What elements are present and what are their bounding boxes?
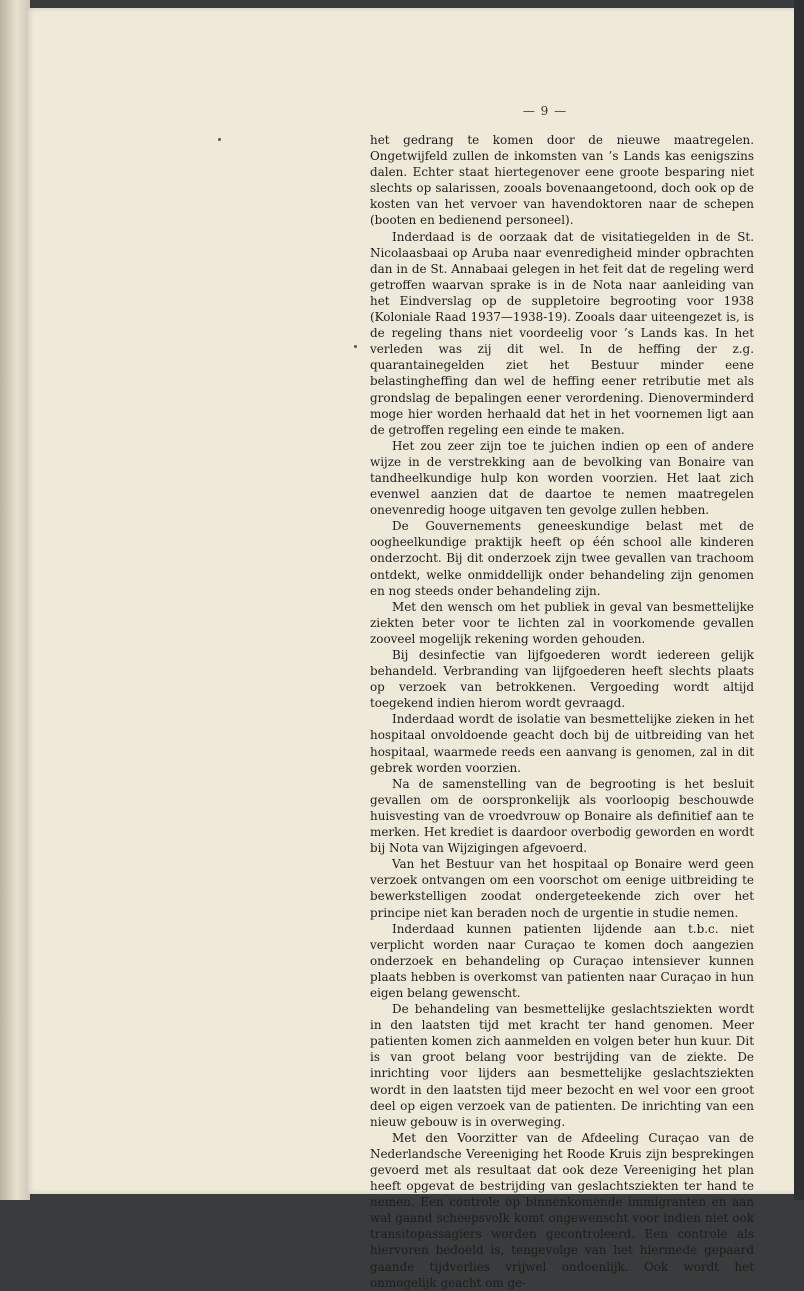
ink-speck [354, 345, 357, 348]
page-number: — 9 — [522, 104, 568, 118]
paragraph: De Gouvernements geneeskundige belast met de oogheelkundige praktijk heeft op één school alle kinderen onderzocht. Bij dit onderzoek zijn twee gevallen van trachoom ontdekt, welke onmiddellijk onder behandeling zijn genomen en nog steeds onder behandeling zijn. [370, 519, 754, 598]
paragraph: Inderdaad is de oorzaak dat de visitatiegelden in de St. Nicolaasbaai op Aruba naar evenredigheid minder opbrachten dan in de St. Annabaai gelegen in het feit dat de regeling werd getroffen waarvan sprake is in de Nota naar aanleiding van het Eindverslag op de suppletoire begrooting voor 1938 (Koloniale Raad 1937—1938-19). Zooals daar uiteengezet is, is de regeling thans niet voordeelig voor ’s Lands kas. In het verleden was zij dit wel. In de heffing der z.g. quarantainegelden ziet het Bestuur minder eene belastingheffing dan wel de heffing eener retributie met als grondslag de bepalingen eener verordening. Dienoverminderd moge hier worden herhaald dat het in het voornemen ligt aan de getroffen regeling een einde te maken. [370, 229, 754, 437]
paragraph: Het zou zeer zijn toe te juichen indien op een of andere wijze in de verstrekking aan de bevolking van Bonaire van tandheelkundige hulp kon worden voorzien. Het laat zich evenwel aanzien dat de daartoe te nemen maatregelen onevenredig hooge uitgaven ten gevolge zullen hebben. [370, 438, 754, 518]
paragraph: Bij desinfectie van lijfgoederen wordt iedereen gelijk behandeld. Verbranding van lijfgoederen heeft slechts plaats op verzoek van betrokkenen. Vergoeding wordt altijd toegekend indien hierom wordt gevraagd. [370, 648, 754, 711]
paragraph: Van het Bestuur van het hospitaal op Bonaire werd geen verzoek ontvangen om een voorschot om eenige uitbreiding te bewerkstelligen zoodat ondergeteekende zich over het principe niet kan beraden noch de urgentie in studie nemen. [370, 857, 754, 920]
ink-speck [218, 138, 221, 141]
body-text [370, 132, 754, 1291]
paragraph: De behandeling van besmettelijke geslachtsziekten wordt in den laatsten tijd met kracht ter hand genomen. Meer patienten komen zich aanmelden en volgen beter hun kuur. Dit is van groot belang voor bestrijding van de ziekte. De inrichting voor lijders aan besmettelijke geslachtsziekten wordt in den laatsten tijd meer bezocht en wel voor een groot deel op eigen verzoek van de patienten. De inrichting van een nieuw gebouw is in overweging. [370, 1002, 754, 1129]
paragraph: Inderdaad kunnen patienten lijdende aan t.b.c. niet verplicht worden naar Curaçao te komen doch aangezien onderzoek en behandeling op Curaçao intensiever kunnen plaats hebben is overkomst van patienten naar Curaçao in hun eigen belang gewenscht. [370, 921, 754, 1000]
paragraph: Inderdaad wordt de isolatie van besmettelijke zieken in het hospitaal onvoldoende geacht doch bij de uitbreiding van het hospitaal, waarmede reeds een aanvang is genomen, zal in dit gebrek worden voorzien. [370, 712, 754, 775]
paragraph: Met den Voorzitter van de Afdeeling Curaçao van de Nederlandsche Vereeniging het Roode Kruis zijn besprekingen gevoerd met als resultaat dat ook deze Vereeniging het plan heeft opgevat de bestrijding van geslachtsziekten ter hand te nemen. Een controle op binnenkomende immigranten en aan wal gaand scheepsvolk komt ongewenscht voor indien niet ook transitopassagiers worden gecontroleerd. Een controle als hiervoren bedoeld is, tengevolge van het hiermede gepaard gaande tijdverlies vrijwel ondoenlijk. Ook wordt het onmogelijk geacht om ge- [370, 1130, 754, 1290]
paragraph: Na de samenstelling van de begrooting is het besluit gevallen om de oorspronkelijk als voorloopig beschouwde huisvesting van de vroedvrouw op Bonaire als definitief aan te merken. Het krediet is daardoor overbodig geworden en wordt bij Nota van Wijzigingen afgevoerd. [370, 776, 754, 856]
paragraph: Met den wensch om het publiek in geval van besmettelijke ziekten beter voor te lichten zal in voorkomende gevallen zooveel mogelijk rekening worden gehouden. [370, 599, 754, 646]
scan-edge [794, 0, 804, 1200]
paragraph: het gedrang te komen door de nieuwe maatregelen. Ongetwijfeld zullen de inkomsten van ’s Lands kas eenigszins dalen. Echter staat hiertegenover eene groote besparing niet slechts op salarissen, zooals bovenaangetoond, doch ook op de kosten van het vervoer van havendoktoren naar de schepen (booten en bedienend personeel). [370, 133, 754, 228]
